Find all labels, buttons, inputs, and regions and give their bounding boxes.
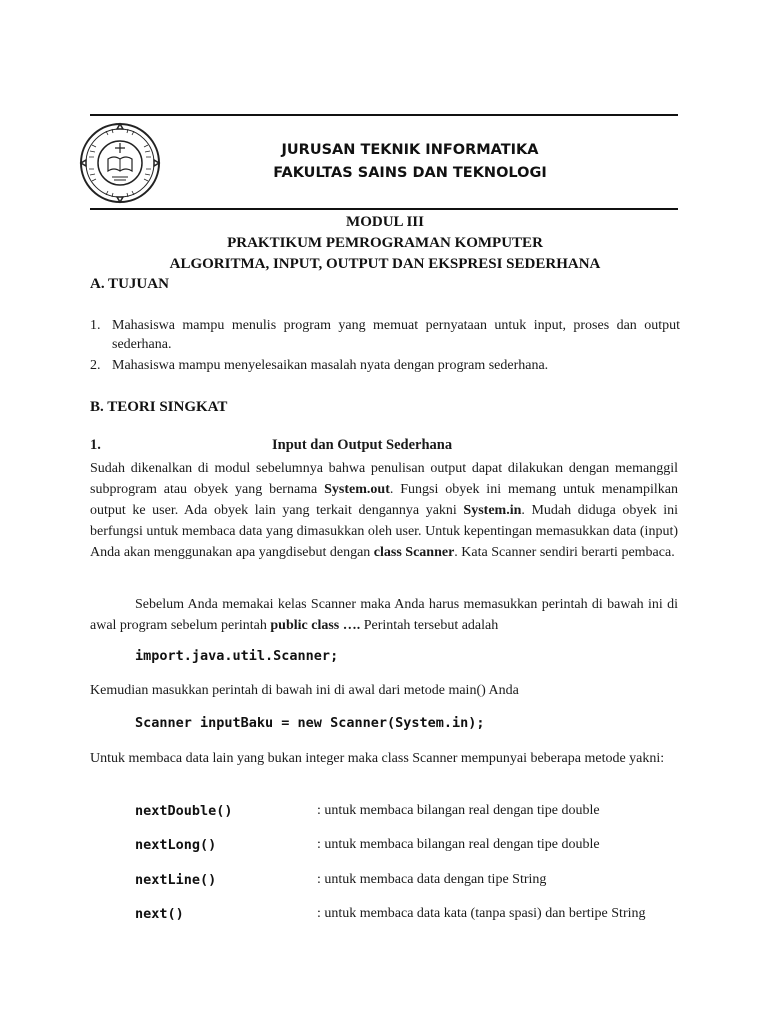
method-description: : untuk membaca data kata (tanpa spasi) dan bertipe String	[317, 906, 646, 921]
header-top-rule	[90, 114, 678, 116]
method-name: next()	[135, 906, 184, 922]
method-row	[135, 837, 680, 857]
paragraph-main-method: Kemudian masukkan perintah di bawah ini di awal dari metode main() Anda	[90, 683, 519, 698]
text-run: . Fungsi obyek ini memang untuk menampilkan output ke user. Ada obyek lain yang terkait dengannya yakni	[90, 482, 678, 518]
bold-term: System.out	[324, 482, 390, 497]
text-run: Sebelum Anda memakai kelas Scanner maka Anda harus memasukkan perintah di bawah ini di awal program sebelum perintah	[90, 597, 678, 633]
list-item-number: 1.	[90, 318, 101, 333]
section-a-heading: A. TUJUAN	[90, 276, 169, 292]
code-import-statement: import.java.util.Scanner;	[135, 648, 339, 664]
list-item-number: 2.	[90, 358, 101, 373]
method-row	[135, 872, 680, 892]
text-run: Sudah dikenalkan di modul sebelumnya bahwa penulisan output dapat dilakukan dengan memanggil subprogram atau obyek yang bernama	[90, 461, 678, 497]
subsection-number: 1.	[90, 437, 101, 453]
department-name: JURUSAN TEKNIK INFORMATIKA	[281, 142, 539, 158]
bold-term: System.in	[463, 503, 522, 518]
method-name: nextDouble()	[135, 803, 233, 819]
university-seal-icon	[78, 121, 162, 205]
paragraph-import	[90, 594, 678, 636]
bold-term: class Scanner	[373, 545, 455, 560]
paragraph-intro	[90, 458, 678, 563]
faculty-name: FAKULTAS SAINS DAN TEKNOLOGI	[273, 165, 547, 181]
module-topic: ALGORITMA, INPUT, OUTPUT DAN EKSPRESI SEDERHANA	[169, 256, 601, 272]
module-number: MODUL III	[346, 214, 424, 230]
bold-term: public class ….	[270, 618, 361, 633]
subsection-title: Input dan Output Sederhana	[272, 437, 453, 453]
method-description: : untuk membaca bilangan real dengan tipe double	[317, 803, 600, 818]
method-name: nextLine()	[135, 872, 217, 888]
course-title: PRAKTIKUM PEMROGRAMAN KOMPUTER	[227, 235, 543, 251]
paragraph-methods: Untuk membaca data lain yang bukan integer maka class Scanner mempunyai beberapa metode yakni:	[90, 751, 665, 766]
text-run: Perintah tersebut adalah	[360, 618, 499, 633]
text-run: . Mudah diduga obyek ini berfungsi untuk membaca data yang dimasukkan oleh user. Untuk kepentingan memasukkan data (input) Anda akan menggunakan apa yangdisebut dengan	[90, 503, 678, 560]
method-row	[135, 906, 680, 926]
method-description: : untuk membaca bilangan real dengan tipe double	[317, 837, 600, 852]
text-run: . Kata Scanner sendiri berarti pembaca.	[454, 545, 675, 560]
method-name: nextLong()	[135, 837, 217, 853]
section-b-heading: B. TEORI SINGKAT	[90, 399, 228, 415]
list-item-text: Mahasiswa mampu menulis program yang memuat pernyataan untuk input, proses dan output sederhana.	[112, 318, 680, 352]
method-description: : untuk membaca data dengan tipe String	[317, 872, 547, 887]
list-item-text: Mahasiswa mampu menyelesaikan masalah nyata dengan program sederhana.	[112, 358, 549, 373]
code-scanner-declaration: Scanner inputBaku = new Scanner(System.in);	[135, 715, 485, 731]
method-row	[135, 803, 680, 823]
header-bottom-rule	[90, 208, 678, 210]
